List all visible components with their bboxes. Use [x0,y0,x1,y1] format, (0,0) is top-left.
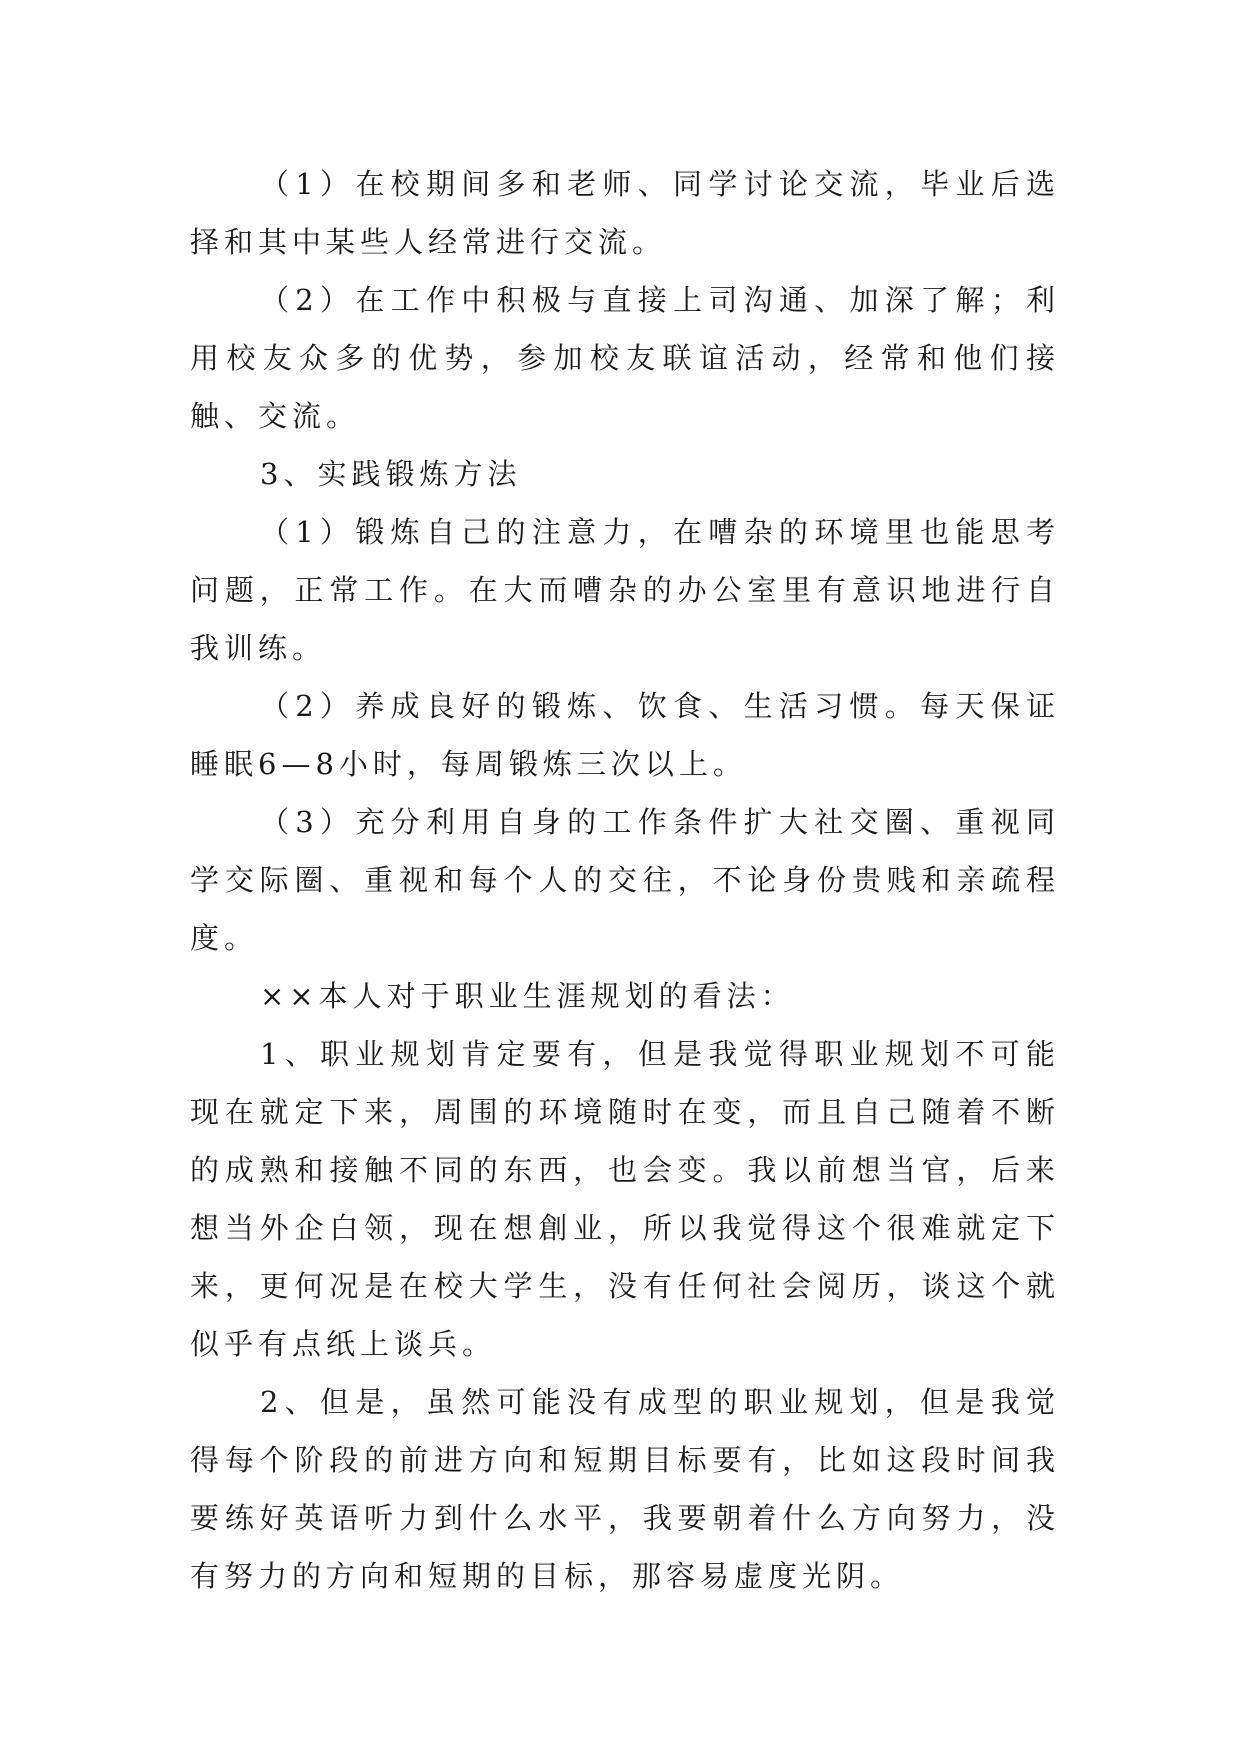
paragraph-1: （1）在校期间多和老师、同学讨论交流，毕业后选择和其中某些人经常进行交流。 [190,167,1060,259]
paragraph-4: （2）养成良好的锻炼、饮食、生活习惯。每天保证睡眠6—8小时，每周锻炼三次以上。 [190,689,1060,781]
paragraph-6: 1、职业规划肯定要有，但是我觉得职业规划不可能现在就定下来，周围的环境随时在变，而且自己随着不断的成熟和接触不同的东西，也会变。我以前想当官，后来想当外企白领，现在想創业，所以我觉得这个很难就定下来，更何况是在校大学生，没有任何社会阅历，谈这个就似乎有点纸上谈兵。 [190,1037,1060,1361]
section-heading-practice-methods: 3、实践锻炼方法 [260,457,522,491]
paragraph-3: （1）锻炼自己的注意力，在嘈杂的环境里也能思考问题，正常工作。在大而嘈杂的办公室里有意识地进行自我训练。 [190,515,1060,665]
paragraph-7: 2、但是，虽然可能没有成型的职业规划，但是我觉得每个阶段的前进方向和短期目标要有，比如这段时间我要练好英语听力到什么水平，我要朝着什么方向努力，没有努力的方向和短期的目标，那容易虚度光阴。 [190,1385,1060,1593]
document-body [190,155,1060,1605]
paragraph-2: （2）在工作中积极与直接上司沟通、加深了解；利用校友众多的优势，参加校友联谊活动，经常和他们接触、交流。 [190,283,1060,433]
paragraph-5: （3）充分利用自身的工作条件扩大社交圈、重视同学交际圈、重视和每个人的交往，不论身份贵贱和亲疏程度。 [190,805,1060,955]
section-heading-views: ××本人对于职业生涯规划的看法： [260,979,795,1013]
